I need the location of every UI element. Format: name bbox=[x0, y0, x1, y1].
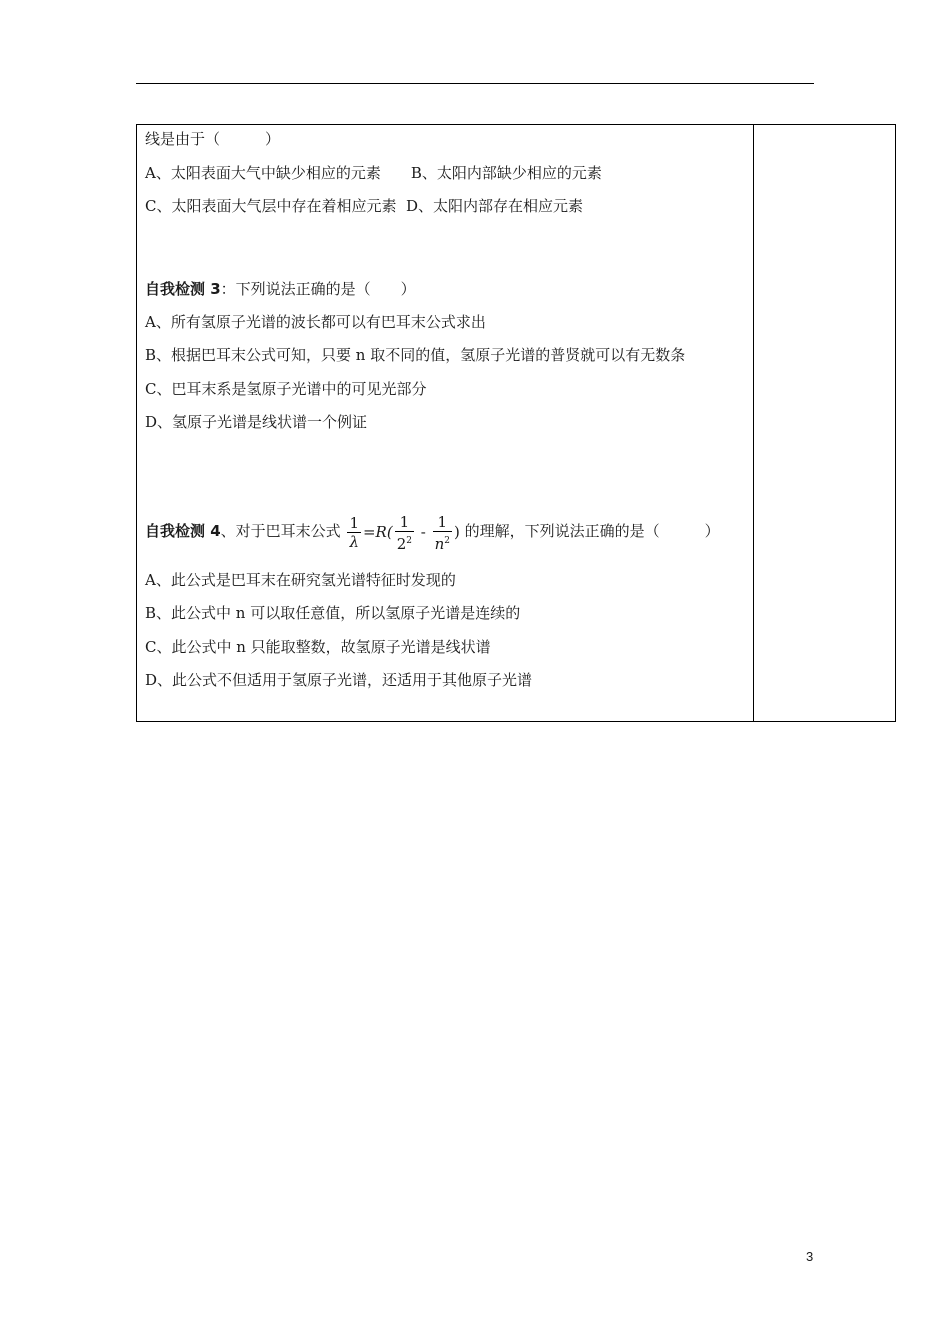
q2-option-a: A、太阳表面大气中缺少相应的元素 bbox=[145, 164, 381, 182]
q3-label: 自我检测 3 bbox=[145, 280, 221, 298]
q2-option-b: B、太阳内部缺少相应的元素 bbox=[410, 164, 602, 182]
q3-stem-text: ：下列说法正确的是（ ） bbox=[220, 280, 416, 298]
balmer-formula bbox=[345, 512, 459, 553]
q3-option-b: B、根据巴耳末公式可知，只要 n 取不同的值，氢原子光谱的普贤就可以有无数条 bbox=[145, 346, 686, 364]
q4-option-d: D、此公式不但适用于氢原子光谱，还适用于其他原子光谱 bbox=[145, 671, 533, 689]
q3-stem bbox=[145, 279, 416, 299]
q2-option-d: D、太阳内部存在相应元素 bbox=[406, 197, 584, 215]
q3-option-a: A、所有氢原子光谱的波长都可以有巴耳末公式求出 bbox=[145, 313, 486, 331]
formula-den-2: $2^2$ bbox=[395, 531, 414, 553]
formula-close: ) bbox=[454, 522, 460, 541]
q3-option-c: C、巴耳末系是氢原子光谱中的可见光部分 bbox=[145, 380, 427, 398]
q2-option-c: C、太阳表面大气层中存在着相应元素 bbox=[145, 197, 397, 215]
header-rule bbox=[136, 83, 814, 84]
formula-minus: - bbox=[415, 522, 431, 541]
q4-label: 自我检测 4 bbox=[145, 522, 221, 540]
formula-num-2: 1 bbox=[399, 512, 410, 531]
q2-stem-tail: 线是由于（ ） bbox=[145, 130, 281, 148]
q4-stem-post: 的理解，下列说法正确的是（ ） bbox=[464, 522, 720, 540]
formula-frac-1 bbox=[347, 514, 361, 551]
page-number: 3 bbox=[806, 1249, 814, 1264]
formula-eq-r: =R( bbox=[362, 522, 393, 541]
content-table bbox=[136, 124, 896, 722]
q4-option-c: C、此公式中 n 只能取整数，故氢原子光谱是线状谱 bbox=[145, 638, 491, 656]
column-divider bbox=[753, 125, 754, 721]
q4-option-a: A、此公式是巴耳末在研究氢光谱特征时发现的 bbox=[145, 571, 456, 589]
formula-num-1: 1 bbox=[349, 514, 359, 532]
q4-stem bbox=[145, 511, 720, 553]
formula-num-3: 1 bbox=[437, 512, 448, 531]
q3-option-d: D、氢原子光谱是线状谱一个例证 bbox=[145, 413, 368, 431]
formula-frac-3 bbox=[433, 513, 452, 553]
q4-option-b: B、此公式中 n 可以取任意值，所以氢原子光谱是连续的 bbox=[145, 604, 521, 622]
q2-options-row2 bbox=[145, 196, 583, 216]
q2-options-row1 bbox=[145, 163, 602, 183]
formula-frac-2 bbox=[395, 513, 414, 553]
q4-stem-pre: 、对于巴耳末公式 bbox=[220, 522, 341, 540]
formula-lambda: λ bbox=[349, 533, 359, 551]
formula-den-3: $n^2$ bbox=[433, 531, 452, 553]
